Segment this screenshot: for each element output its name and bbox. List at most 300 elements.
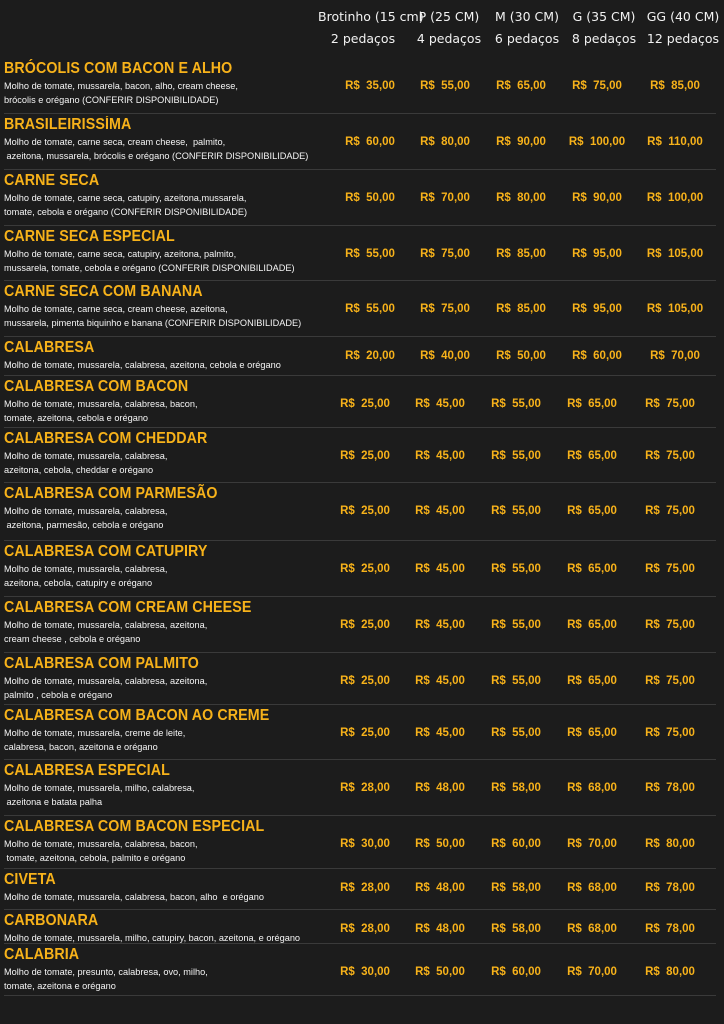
description-line: Molho de tomate, mussarela, calabresa, bacon, <box>4 399 198 409</box>
price-value: 60,00 <box>512 966 541 978</box>
item-name: BRASILEIRISSÍMA <box>4 116 132 133</box>
currency-symbol: R$ <box>415 450 430 462</box>
currency-symbol: R$ <box>646 303 662 315</box>
price-value: 50,00 <box>517 350 546 362</box>
item-price <box>633 882 707 894</box>
item-price <box>560 192 634 204</box>
item-price <box>479 505 553 517</box>
item-price <box>479 675 553 687</box>
currency-symbol: R$ <box>491 838 506 850</box>
price-value: 45,00 <box>436 619 465 631</box>
price-value: 45,00 <box>436 450 465 462</box>
item-price <box>560 248 634 260</box>
currency-symbol: R$ <box>415 727 430 739</box>
item-price <box>408 303 482 315</box>
item-price <box>484 350 558 362</box>
currency-symbol: R$ <box>647 136 662 148</box>
currency-symbol: R$ <box>567 966 582 978</box>
item-price <box>403 923 477 935</box>
currency-symbol: R$ <box>572 192 587 204</box>
price-value: 75,00 <box>666 450 695 462</box>
currency-symbol: R$ <box>345 192 360 204</box>
item-price <box>633 619 707 631</box>
price-value: 100,00 <box>667 192 704 204</box>
item-price <box>638 136 712 148</box>
item-price <box>555 619 629 631</box>
currency-symbol: R$ <box>415 619 430 631</box>
description-line: Molho de tomate, presunto, calabresa, ovo, milho, <box>4 967 208 977</box>
menu-item <box>0 170 724 226</box>
slices-label: 12 pedaços <box>646 31 720 46</box>
currency-symbol: R$ <box>491 398 506 410</box>
currency-symbol: R$ <box>340 727 355 739</box>
item-price <box>484 192 558 204</box>
price-value: 55,00 <box>366 303 395 315</box>
price-value: 50,00 <box>436 838 465 850</box>
price-value: 110,00 <box>668 136 703 148</box>
currency-symbol: R$ <box>491 782 506 794</box>
item-price <box>638 80 712 92</box>
item-description <box>4 359 324 373</box>
item-price <box>403 838 477 850</box>
item-description <box>4 248 324 275</box>
currency-symbol: R$ <box>645 398 660 410</box>
price-value: 65,00 <box>588 727 617 739</box>
currency-symbol: R$ <box>567 782 582 794</box>
currency-symbol: R$ <box>415 505 430 517</box>
menu-item <box>0 376 724 428</box>
item-price <box>555 398 629 410</box>
price-value: 70,00 <box>588 966 617 978</box>
price-value: 95,00 <box>593 248 622 260</box>
description-line: Molho de tomate, mussarela, milho, calabresa, <box>4 783 195 793</box>
item-price <box>403 966 477 978</box>
item-name: CALABRESA <box>4 339 95 356</box>
price-value: 65,00 <box>588 619 617 631</box>
currency-symbol: R$ <box>496 136 511 148</box>
item-price <box>484 80 558 92</box>
menu-item <box>0 597 724 653</box>
menu-item <box>0 58 724 114</box>
currency-symbol: R$ <box>420 248 435 260</box>
price-value: 55,00 <box>366 248 395 260</box>
item-price <box>403 675 477 687</box>
currency-symbol: R$ <box>491 882 506 894</box>
item-price <box>633 838 707 850</box>
item-price <box>638 303 712 315</box>
currency-symbol: R$ <box>340 563 355 575</box>
price-value: 58,00 <box>512 782 541 794</box>
currency-symbol: R$ <box>645 619 660 631</box>
item-name: CALABRESA COM CREAM CHEESE <box>4 599 252 616</box>
price-value: 105,00 <box>667 303 704 315</box>
item-price <box>633 563 707 575</box>
size-column-header <box>404 6 494 50</box>
price-value: 45,00 <box>436 727 465 739</box>
item-price <box>555 563 629 575</box>
description-line: Molho de tomate, mussarela, calabresa, azeitona, <box>4 620 208 630</box>
item-price <box>484 303 558 315</box>
description-line: azeitona e batata palha <box>4 796 103 807</box>
item-price <box>479 563 553 575</box>
currency-symbol: R$ <box>645 727 660 739</box>
price-value: 75,00 <box>666 505 695 517</box>
currency-symbol: R$ <box>345 248 360 260</box>
price-value: 75,00 <box>593 80 622 92</box>
description-line: Molho de tomate, carne seca, cream cheese, azeitona, <box>4 304 228 314</box>
item-price <box>328 966 402 978</box>
price-value: 80,00 <box>666 966 695 978</box>
item-name: CALABRESA COM BACON ESPECIAL <box>4 818 265 835</box>
menu-item <box>0 944 724 996</box>
description-line: brócolis e orégano (CONFERIR DISPONIBILIDADE) <box>4 94 219 105</box>
item-description <box>4 80 324 107</box>
currency-symbol: R$ <box>645 838 660 850</box>
description-line: Molho de tomate, carne seca, catupiry, azeitona,mussarela, <box>4 193 247 203</box>
description-line: tomate, azeitona, cebola e orégano <box>4 412 149 423</box>
description-line: Molho de tomate, mussarela, calabresa, azeitona, <box>4 676 208 686</box>
menu-item <box>0 869 724 910</box>
currency-symbol: R$ <box>340 966 355 978</box>
description-line: mussarela, pimenta biquinho e banana (CONFERIR DISPONIBILIDADE) <box>4 317 302 328</box>
item-price <box>328 563 402 575</box>
currency-symbol: R$ <box>340 450 355 462</box>
item-price <box>408 136 482 148</box>
item-description <box>4 450 324 477</box>
slices-label: 6 pedaços <box>494 31 560 46</box>
currency-symbol: R$ <box>340 882 355 894</box>
item-price <box>479 838 553 850</box>
item-price <box>555 727 629 739</box>
item-price <box>328 450 402 462</box>
item-price <box>403 563 477 575</box>
item-name: CALABRESA ESPECIAL <box>4 762 170 779</box>
currency-symbol: R$ <box>650 80 665 92</box>
price-value: 80,00 <box>441 136 470 148</box>
size-label: P (25 CM) <box>418 9 480 24</box>
price-value: 25,00 <box>361 727 390 739</box>
price-value: 55,00 <box>441 80 470 92</box>
price-value: 20,00 <box>366 350 395 362</box>
description-line: Molho de tomate, mussarela, calabresa, bacon, <box>4 839 198 849</box>
item-price <box>555 675 629 687</box>
item-description <box>4 675 324 702</box>
currency-symbol: R$ <box>415 563 430 575</box>
item-price <box>560 136 634 148</box>
item-description <box>4 891 324 905</box>
item-name: CALABRESA COM PARMESÃO <box>4 485 218 502</box>
price-value: 35,00 <box>366 80 395 92</box>
price-value: 78,00 <box>666 782 695 794</box>
price-value: 90,00 <box>517 136 546 148</box>
item-price <box>333 350 407 362</box>
price-value: 60,00 <box>366 136 395 148</box>
item-name: CARNE SECA ESPECIAL <box>4 228 175 245</box>
item-price <box>328 619 402 631</box>
currency-symbol: R$ <box>572 80 587 92</box>
currency-symbol: R$ <box>491 966 506 978</box>
currency-symbol: R$ <box>645 782 660 794</box>
item-price <box>633 450 707 462</box>
price-value: 30,00 <box>361 966 390 978</box>
item-price <box>633 505 707 517</box>
menu-item <box>0 226 724 281</box>
description-line: tomate, azeitona e orégano <box>4 980 116 991</box>
price-value: 60,00 <box>512 838 541 850</box>
price-value: 45,00 <box>436 563 465 575</box>
currency-symbol: R$ <box>572 350 587 362</box>
item-name: CALABRESA COM PALMITO <box>4 655 199 672</box>
description-line: azeitona, cebola, catupiry e orégano <box>4 577 153 588</box>
item-name: CALABRESA COM BACON AO CREME <box>4 707 270 724</box>
item-description <box>4 303 324 330</box>
price-value: 75,00 <box>666 563 695 575</box>
size-label: M (30 CM) <box>495 9 559 24</box>
price-value: 55,00 <box>512 398 541 410</box>
price-value: 68,00 <box>588 923 617 935</box>
item-price <box>479 450 553 462</box>
item-price <box>328 782 402 794</box>
menu-item <box>0 483 724 541</box>
item-name: CARNE SECA COM BANANA <box>4 283 203 300</box>
item-price <box>408 350 482 362</box>
currency-symbol: R$ <box>572 248 587 260</box>
size-label: G (35 CM) <box>572 9 636 24</box>
price-value: 70,00 <box>588 838 617 850</box>
item-price <box>555 966 629 978</box>
price-value: 65,00 <box>588 398 617 410</box>
item-price <box>638 350 712 362</box>
description-line: Molho de tomate, mussarela, calabresa, bacon, alho e orégano <box>4 892 264 902</box>
currency-symbol: R$ <box>567 727 582 739</box>
currency-symbol: R$ <box>645 563 660 575</box>
item-price <box>479 966 553 978</box>
item-price <box>403 450 477 462</box>
menu-item <box>0 760 724 816</box>
price-value: 80,00 <box>666 838 695 850</box>
price-value: 75,00 <box>441 303 470 315</box>
currency-symbol: R$ <box>420 350 435 362</box>
currency-symbol: R$ <box>345 303 360 315</box>
item-description <box>4 782 324 809</box>
price-value: 70,00 <box>671 350 700 362</box>
item-price <box>333 192 407 204</box>
price-value: 85,00 <box>517 303 546 315</box>
item-price <box>328 882 402 894</box>
price-value: 68,00 <box>588 882 617 894</box>
price-value: 65,00 <box>588 675 617 687</box>
currency-symbol: R$ <box>340 505 355 517</box>
currency-symbol: R$ <box>572 303 587 315</box>
item-price <box>479 619 553 631</box>
price-value: 58,00 <box>512 923 541 935</box>
description-line: cream cheese , cebola e orégano <box>4 633 141 644</box>
item-price <box>328 675 402 687</box>
currency-symbol: R$ <box>567 838 582 850</box>
price-value: 95,00 <box>593 303 622 315</box>
price-value: 45,00 <box>436 398 465 410</box>
currency-symbol: R$ <box>491 675 506 687</box>
currency-symbol: R$ <box>340 923 355 935</box>
price-value: 70,00 <box>441 192 470 204</box>
item-price <box>403 398 477 410</box>
currency-symbol: R$ <box>340 782 355 794</box>
price-value: 65,00 <box>588 450 617 462</box>
item-description <box>4 619 324 646</box>
currency-symbol: R$ <box>650 350 665 362</box>
item-price <box>555 450 629 462</box>
currency-symbol: R$ <box>415 838 430 850</box>
currency-symbol: R$ <box>491 923 506 935</box>
price-value: 80,00 <box>517 192 546 204</box>
currency-symbol: R$ <box>491 450 506 462</box>
currency-symbol: R$ <box>567 923 582 935</box>
price-value: 55,00 <box>512 505 541 517</box>
currency-symbol: R$ <box>420 136 435 148</box>
item-description <box>4 505 324 532</box>
item-price <box>633 398 707 410</box>
price-value: 55,00 <box>512 619 541 631</box>
item-name: CALABRESA COM CHEDDAR <box>4 430 208 447</box>
currency-symbol: R$ <box>496 192 511 204</box>
currency-symbol: R$ <box>420 80 435 92</box>
description-line: tomate, cebola e orégano (CONFERIR DISPONIBILIDADE) <box>4 206 248 217</box>
item-price <box>333 303 407 315</box>
item-price <box>333 80 407 92</box>
item-price <box>479 782 553 794</box>
currency-symbol: R$ <box>645 966 660 978</box>
price-value: 85,00 <box>671 80 700 92</box>
price-value: 45,00 <box>436 675 465 687</box>
slices-label: 8 pedaços <box>571 31 637 46</box>
item-description <box>4 563 324 590</box>
price-value: 75,00 <box>666 619 695 631</box>
size-label: Brotinho (15 cm) <box>318 9 424 24</box>
item-price <box>333 136 407 148</box>
description-line: Molho de tomate, mussarela, calabresa, <box>4 506 168 516</box>
item-description <box>4 192 324 219</box>
size-column-header <box>318 6 424 50</box>
price-value: 45,00 <box>436 505 465 517</box>
price-value: 30,00 <box>361 838 390 850</box>
description-line: azeitona, mussarela, brócolis e orégano (CONFERIR DISPONIBILIDADE) <box>4 150 309 161</box>
description-line: Molho de tomate, mussarela, calabresa, azeitona, cebola e orégano <box>4 360 281 370</box>
price-value: 40,00 <box>441 350 470 362</box>
item-name: CIVETA <box>4 871 56 888</box>
item-price <box>560 350 634 362</box>
currency-symbol: R$ <box>345 136 360 148</box>
item-price <box>555 782 629 794</box>
price-value: 78,00 <box>666 923 695 935</box>
currency-symbol: R$ <box>345 350 360 362</box>
price-value: 75,00 <box>666 675 695 687</box>
currency-symbol: R$ <box>645 675 660 687</box>
description-line: palmito , cebola e orégano <box>4 689 113 700</box>
currency-symbol: R$ <box>496 80 511 92</box>
currency-symbol: R$ <box>645 450 660 462</box>
size-column-header <box>638 6 724 50</box>
description-line: mussarela, tomate, cebola e orégano (CONFERIR DISPONIBILIDADE) <box>4 262 295 273</box>
currency-symbol: R$ <box>567 450 582 462</box>
price-value: 55,00 <box>512 675 541 687</box>
price-value: 65,00 <box>588 563 617 575</box>
item-name: CALABRESA COM BACON <box>4 378 189 395</box>
item-price <box>408 80 482 92</box>
currency-symbol: R$ <box>496 248 511 260</box>
item-price <box>403 619 477 631</box>
price-value: 90,00 <box>593 192 622 204</box>
currency-symbol: R$ <box>567 505 582 517</box>
price-value: 25,00 <box>361 563 390 575</box>
item-price <box>484 136 558 148</box>
currency-symbol: R$ <box>496 303 511 315</box>
item-name: BRÓCOLIS COM BACON E ALHO <box>4 60 233 77</box>
item-price <box>560 80 634 92</box>
item-price <box>633 782 707 794</box>
currency-symbol: R$ <box>491 619 506 631</box>
price-value: 28,00 <box>361 782 390 794</box>
currency-symbol: R$ <box>567 398 582 410</box>
menu-item <box>0 816 724 869</box>
item-description <box>4 398 324 425</box>
currency-symbol: R$ <box>345 80 360 92</box>
currency-symbol: R$ <box>567 619 582 631</box>
currency-symbol: R$ <box>415 675 430 687</box>
price-value: 55,00 <box>512 727 541 739</box>
price-value: 60,00 <box>593 350 622 362</box>
item-price <box>403 882 477 894</box>
price-value: 75,00 <box>666 727 695 739</box>
currency-symbol: R$ <box>496 350 511 362</box>
item-price <box>328 398 402 410</box>
item-price <box>633 923 707 935</box>
description-line: Molho de tomate, mussarela, milho, catupiry, bacon, azeitona, e orégano <box>4 933 301 943</box>
item-price <box>479 923 553 935</box>
item-price <box>328 727 402 739</box>
item-name: CALABRESA COM CATUPIRY <box>4 543 208 560</box>
item-price <box>333 248 407 260</box>
item-price <box>328 838 402 850</box>
price-value: 85,00 <box>517 248 546 260</box>
item-price <box>484 248 558 260</box>
item-price <box>638 248 712 260</box>
currency-symbol: R$ <box>646 192 662 204</box>
item-description <box>4 727 324 754</box>
item-price <box>479 882 553 894</box>
price-value: 100,00 <box>589 136 626 148</box>
currency-symbol: R$ <box>645 923 660 935</box>
price-value: 25,00 <box>361 505 390 517</box>
item-name: CARNE SECA <box>4 172 100 189</box>
currency-symbol: R$ <box>415 398 430 410</box>
size-label: GG (40 CM) <box>646 9 720 24</box>
currency-symbol: R$ <box>340 398 355 410</box>
currency-symbol: R$ <box>567 563 582 575</box>
item-price <box>555 505 629 517</box>
currency-symbol: R$ <box>568 136 584 148</box>
slices-label: 2 pedaços <box>330 31 396 46</box>
price-value: 75,00 <box>441 248 470 260</box>
currency-symbol: R$ <box>645 505 660 517</box>
row-divider <box>4 995 716 996</box>
currency-symbol: R$ <box>567 675 582 687</box>
price-value: 25,00 <box>361 398 390 410</box>
item-description <box>4 838 324 865</box>
description-line: azeitona, cebola, cheddar e orégano <box>4 464 154 475</box>
menu-item <box>0 910 724 944</box>
item-price <box>633 727 707 739</box>
menu-item <box>0 428 724 483</box>
